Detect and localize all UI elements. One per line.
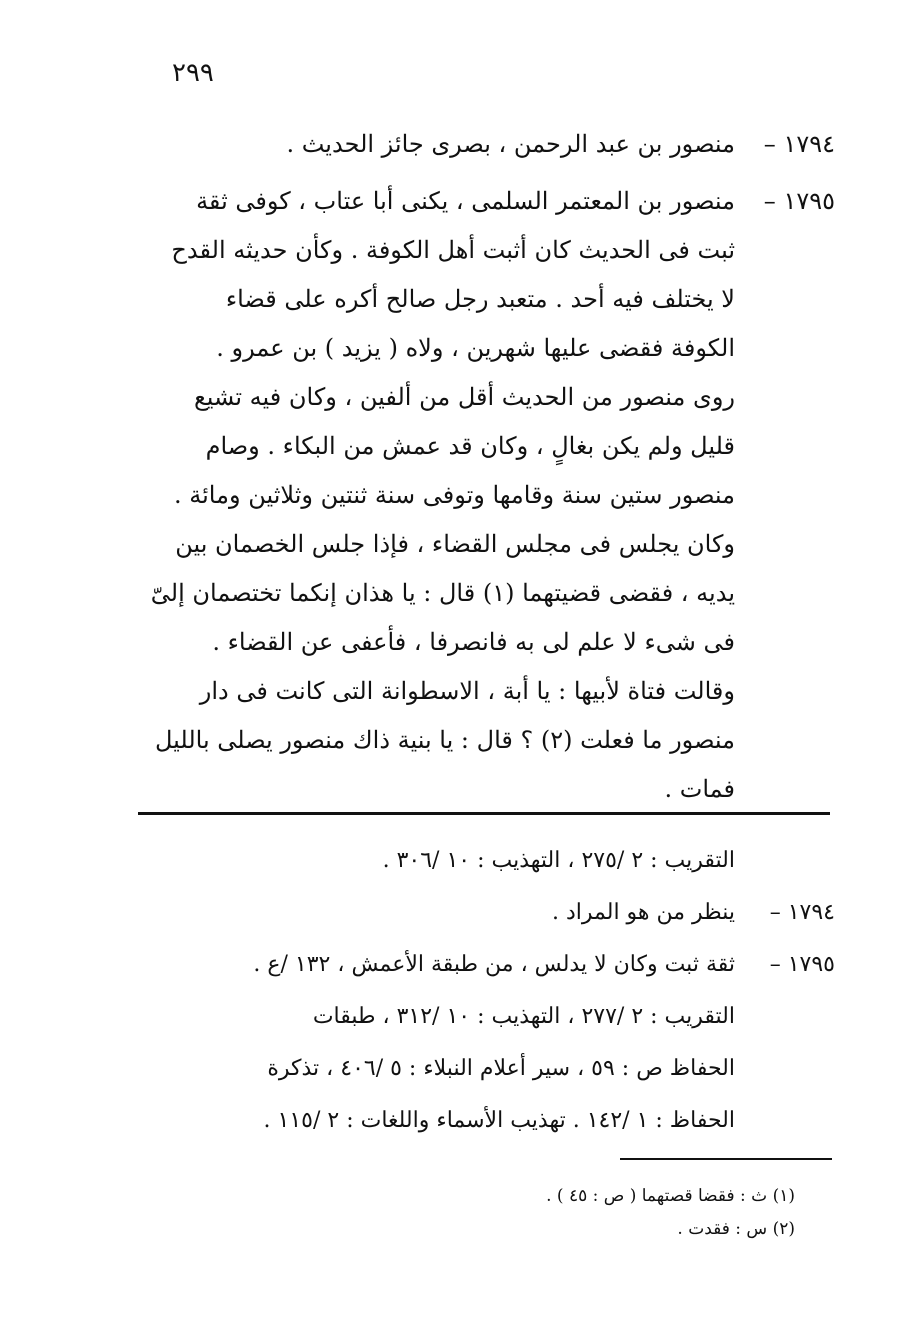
note-line: ينظر من هو المراد . bbox=[552, 900, 735, 925]
text-line: وقالت فتاة لأبيها : يا أبة ، الاسطوانة التى كانت فى دار bbox=[199, 677, 735, 705]
note-1795 bbox=[135, 939, 835, 1147]
main-text bbox=[135, 120, 835, 814]
entry-1794 bbox=[135, 120, 835, 169]
text-line: ثبت فى الحديث كان أثبت أهل الكوفة . وكأن حديثه القدح bbox=[171, 236, 735, 264]
footnote-1: (١) ث : فقضا قصتهما ( ص : ٤٥ ) . bbox=[546, 1186, 795, 1206]
note-number: ١٧٩٥ – bbox=[769, 952, 835, 977]
footnote-divider bbox=[620, 1158, 832, 1160]
text-line: وكان يجلس فى مجلس القضاء ، فإذا جلس الخصمان بين bbox=[175, 530, 735, 558]
note-body bbox=[135, 835, 735, 887]
notes-section bbox=[135, 835, 835, 1147]
note-line: الحفاظ : ١ /١٤٢ . تهذيب الأسماء واللغات : ٢ /١١٥ . bbox=[263, 1108, 735, 1133]
note-body bbox=[135, 887, 735, 939]
footnote-2: (٢) س : فقدت . bbox=[677, 1219, 795, 1239]
text-line: فى شىء لا علم لى به فانصرفا ، فأعفى عن القضاء . bbox=[212, 628, 735, 656]
page-number: ٢٩٩ bbox=[172, 58, 214, 88]
note-line: ثقة ثبت وكان لا يدلس ، من طبقة الأعمش ، ١٣٢ /ع . bbox=[253, 952, 735, 977]
note-line: التقريب : ٢ /٢٧٥ ، التهذيب : ١٠ /٣٠٦ . bbox=[382, 848, 735, 873]
text-line: منصور بن عبد الرحمن ، بصرى جائز الحديث . bbox=[286, 130, 735, 158]
text-line: يديه ، فقضى قضيتهما (١) قال : يا هذان إنكما تختصمان إلىّ bbox=[150, 579, 735, 607]
entry-body bbox=[135, 120, 735, 169]
text-line: الكوفة فقضى عليها شهرين ، ولاه ( يزيد ) بن عمرو . bbox=[216, 334, 735, 362]
note-line: الحفاظ ص : ٥٩ ، سير أعلام النبلاء : ٥ /٤٠٦ ، تذكرة bbox=[267, 1056, 735, 1081]
note-line: التقريب : ٢ /٢٧٧ ، التهذيب : ١٠ /٣١٢ ، طبقات bbox=[312, 1004, 735, 1029]
note-1794 bbox=[135, 887, 835, 939]
text-line: منصور ما فعلت (٢) ؟ قال : يا بنية ذاك منصور يصلى بالليل bbox=[154, 726, 735, 754]
note-previous bbox=[135, 835, 835, 887]
entry-body bbox=[135, 177, 735, 814]
note-number: ١٧٩٤ – bbox=[769, 900, 835, 925]
text-line: روى منصور من الحديث أقل من ألفين ، وكان فيه تشيع bbox=[193, 383, 735, 411]
entry-number: ١٧٩٤ – bbox=[763, 130, 835, 158]
note-body bbox=[135, 939, 735, 1147]
footnotes bbox=[135, 1180, 795, 1246]
text-line: منصور ستين سنة وقامها وتوفى سنة ثنتين وثلاثين ومائة . bbox=[174, 481, 735, 509]
text-line: لا يختلف فيه أحد . متعبد رجل صالح أكره على قضاء bbox=[225, 285, 735, 313]
entry-number: ١٧٩٥ – bbox=[763, 187, 835, 215]
text-line: قليل ولم يكن بغالٍ ، وكان قد عمش من البكاء . وصام bbox=[205, 432, 735, 460]
text-line: منصور بن المعتمر السلمى ، يكنى أبا عتاب ، كوفى ثقة bbox=[196, 187, 735, 215]
entry-1795 bbox=[135, 177, 835, 814]
text-line: فمات . bbox=[664, 775, 735, 803]
section-divider bbox=[138, 812, 830, 815]
